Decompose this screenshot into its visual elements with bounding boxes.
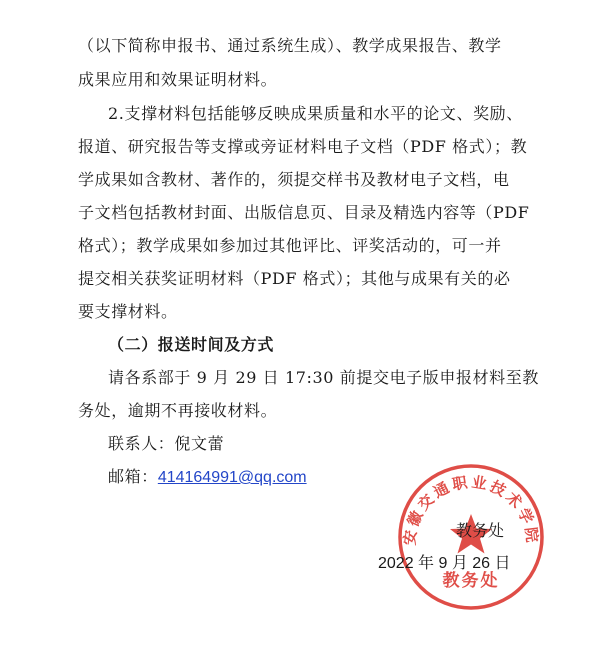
body-line-3: 2.支撑材料包括能够反映成果质量和水平的论文、奖励、 [108,104,523,123]
body-line-5: 学成果如含教材、著作的，须提交样书及教材电子文档，电 [78,170,510,189]
signature-office: 教务处 [456,521,505,540]
body-line-2: 成果应用和效果证明材料。 [78,70,278,89]
section-heading: （二）报送时间及方式 [108,335,275,354]
email-row [108,467,307,488]
email-label: 邮箱： [108,467,158,486]
seal-center-text: 教务处 [442,571,500,591]
body-line-7: 格式）；教学成果如参加过其他评比、评奖活动的，可一并 [78,236,502,255]
seal-ring-text: 安徽交通职业技术学院 [400,472,542,547]
signature-date: 2022 年 9 月 26 日 [378,555,511,572]
body-line-9: 要支撑材料。 [78,302,178,321]
body-line-4: 报道、研究报告等支撑或旁证材料电子文档（PDF 格式）；教 [78,137,528,156]
body-line-8: 提交相关获奖证明材料（PDF 格式）；其他与成果有关的必 [78,269,511,288]
body-line-1: （以下简称申报书、通过系统生成）、教学成果报告、教学 [78,36,502,55]
body-line-6: 子文档包括教材封面、出版信息页、目录及精选内容等（PDF [78,203,530,222]
deadline-line-2: 务处，逾期不再接收材料。 [78,401,278,420]
deadline-line-1: 请各系部于 9 月 29 日 17:30 前提交电子版申报材料至教 [108,368,539,387]
email-link[interactable]: 414164991@qq.com [157,469,307,486]
contact-person: 联系人：倪文蕾 [108,434,225,453]
